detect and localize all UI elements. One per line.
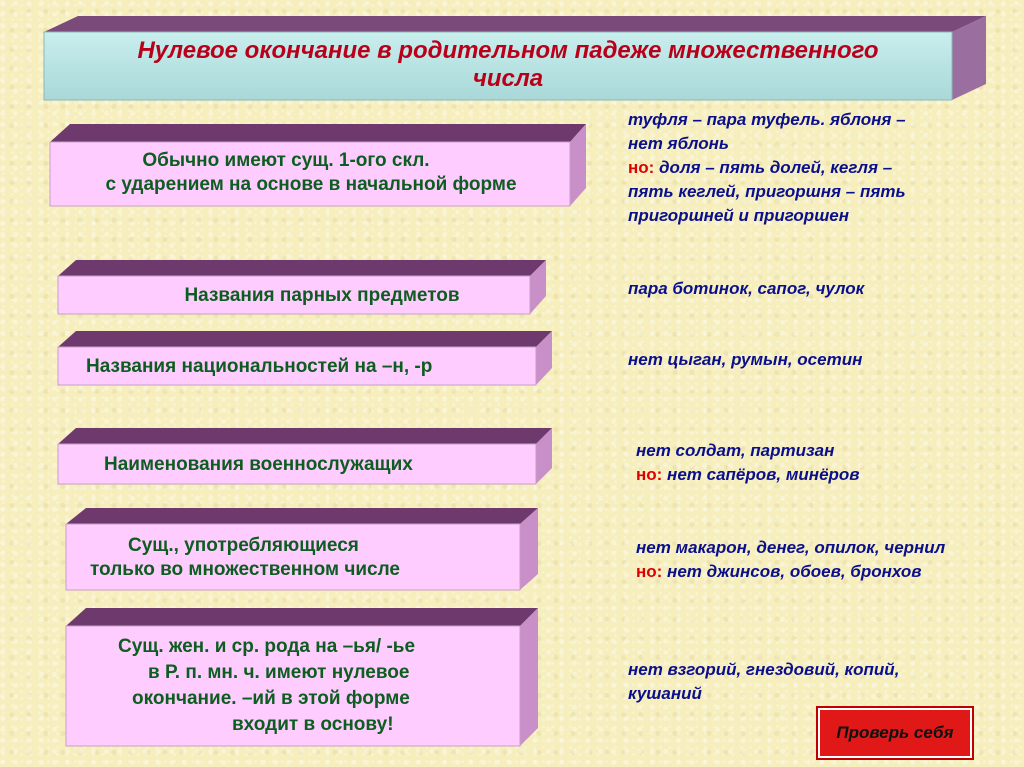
rule-1-line-1: Обычно имеют сущ. 1-ого скл. <box>142 150 430 171</box>
rule-4-line-1: Наименования военнослужащих <box>104 454 413 475</box>
example-1-line-4: пять кеглей, пригоршня – пять <box>628 182 906 201</box>
rule-2-text <box>58 284 530 308</box>
rule-3-line-1: Названия национальностей на –н, -р <box>86 356 433 377</box>
rule-5-text <box>66 534 520 582</box>
rule-1-text <box>56 149 566 197</box>
rule-6-line-1: Сущ. жен. и ср. рода на –ья/ -ье <box>118 636 416 657</box>
example-4-line-1: нет солдат, партизан <box>636 441 835 460</box>
rule-5-line-1: Сущ., употребляющиеся <box>128 535 359 556</box>
page-title <box>48 37 968 93</box>
check-yourself-button[interactable]: Проверь себя <box>818 708 972 758</box>
examples-2 <box>628 277 1008 301</box>
examples-3 <box>628 348 1008 372</box>
example-1-line-2: нет яблонь <box>628 134 729 153</box>
rule-6-line-2: в Р. п. мн. ч. имеют нулевое <box>148 662 410 683</box>
rule-5-line-2: только во множественном числе <box>90 559 400 580</box>
rule-6-line-4: входит в основу! <box>232 714 394 735</box>
example-6-line-2: кушаний <box>628 684 702 703</box>
example-5-line-1: нет макарон, денег, опилок, чернил <box>636 538 946 557</box>
title-line-2: числа <box>472 65 544 92</box>
rule-6-text <box>66 634 520 738</box>
rule-6-line-3: окончание. –ий в этой форме <box>132 688 410 709</box>
example-1-line-1: туфля – пара туфель. яблоня – <box>628 110 906 129</box>
example-2-line-1: пара ботинок, сапог, чулок <box>628 279 865 298</box>
example-4-line-2: но: нет сапёров, минёров <box>636 465 860 484</box>
examples-1 <box>628 108 1008 228</box>
example-5-line-2: но: нет джинсов, обоев, бронхов <box>636 562 922 581</box>
example-6-line-1: нет взгорий, гнездовий, копий, <box>628 660 900 679</box>
rule-1-line-2: с ударением на основе в начальной форме <box>105 174 517 195</box>
examples-4 <box>636 439 1016 487</box>
rule-2-line-1: Названия парных предметов <box>184 285 460 306</box>
example-1-line-3: но: доля – пять долей, кегля – <box>628 158 893 177</box>
rule-4-text <box>58 453 536 477</box>
examples-5 <box>636 536 1016 584</box>
rule-3-text <box>58 355 536 379</box>
example-1-line-5: пригоршней и пригоршен <box>628 206 850 225</box>
example-3-line-1: нет цыган, румын, осетин <box>628 350 863 369</box>
title-line-1: Нулевое окончание в родительном падеже множественного <box>137 37 879 64</box>
examples-6 <box>628 658 1008 706</box>
